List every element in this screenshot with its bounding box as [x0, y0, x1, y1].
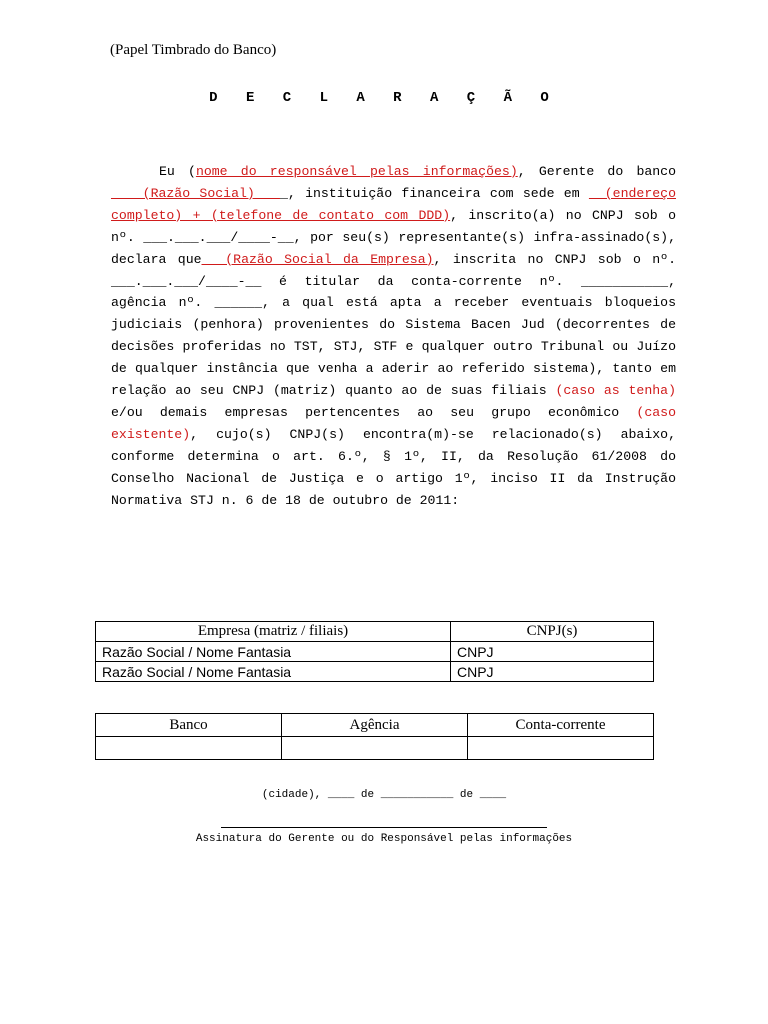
table-cell-bank [96, 737, 282, 760]
table-row [96, 737, 654, 760]
bank-table [95, 713, 654, 760]
text-segment: , Gerente do banco [517, 164, 677, 179]
table-cell-cnpj: CNPJ [451, 642, 654, 662]
column-header-account: Conta-corrente [468, 714, 654, 737]
signature-line [221, 827, 547, 828]
table-header-row [96, 714, 654, 737]
table-cell-company: Razão Social / Nome Fantasia [96, 662, 451, 682]
text-segment: , inscrita no CNPJ sob o nº. ___.___.___/____-__ é titular da conta-corrente nº. ___________, agência nº. ______, a qual está apta a receber eventuais bloqueios judiciais (penhora) provenientes do Sistema Bacen Jud (decorrentes de decisões proferidas no TST, STJ, STF e qualquer outro Tribunal ou Juízo de qualquer instância que venha a aderir ao referido sistema), tanto em relação ao seu CNPJ (matriz) quanto ao de suas filiais [111, 251, 676, 399]
signature-label: Assinatura do Gerente ou do Responsável pelas informações [195, 833, 573, 845]
bank-name-placeholder: ____(Razão Social) __ [111, 185, 280, 201]
column-header-bank: Banco [96, 714, 282, 737]
text-segment: Eu ( [159, 164, 196, 179]
declaration-body [111, 161, 676, 512]
group-note: (caso existente) [111, 404, 676, 442]
table-row [96, 642, 654, 662]
declaration-paragraph [111, 161, 676, 512]
table-cell-account [468, 737, 654, 760]
text-segment: e/ou demais empresas pertencentes ao seu grupo econômico [111, 404, 637, 420]
column-header-agency: Agência [282, 714, 468, 737]
document-title: D E C L A R A Ç Ã O [209, 90, 559, 106]
text-segment: _, instituição financeira com sede em [279, 185, 589, 201]
table-row [96, 662, 654, 682]
companies-table [95, 621, 654, 682]
text-segment: , cujo(s) CNPJ(s) encontra(m)-se relacionado(s) abaixo, conforme determina o art. 6.º, § 1º, II, da Resolução 61/2008 do Conselho Nacional de Justiça e o artigo 1º, inciso II da Instrução Normativa STJ n. 6 de 18 de outubro de 2011: [111, 426, 676, 508]
text-segment: , inscrito(a) no CNPJ sob o nº. ___.___.___/____-__, por seu(s) representante(s) infra-assinado(s), declara que [111, 207, 676, 267]
letterhead: (Papel Timbrado do Banco) [110, 42, 277, 58]
table-cell-cnpj: CNPJ [451, 662, 654, 682]
responsible-name-placeholder: nome do responsável pelas informações) [195, 164, 518, 179]
column-header-company: Empresa (matriz / filiais) [96, 622, 451, 642]
address-placeholder: __(endereço completo) + (telefone de contato com DDD) [111, 185, 676, 223]
branches-note: (caso as tenha) [555, 383, 676, 399]
column-header-cnpj: CNPJ(s) [451, 622, 654, 642]
date-line: (cidade), ____ de ___________ de ____ [261, 789, 507, 801]
table-cell-company: Razão Social / Nome Fantasia [96, 642, 451, 662]
table-cell-agency [282, 737, 468, 760]
table-header-row [96, 622, 654, 642]
company-name-placeholder: ___(Razão Social da Empresa) [201, 251, 434, 267]
